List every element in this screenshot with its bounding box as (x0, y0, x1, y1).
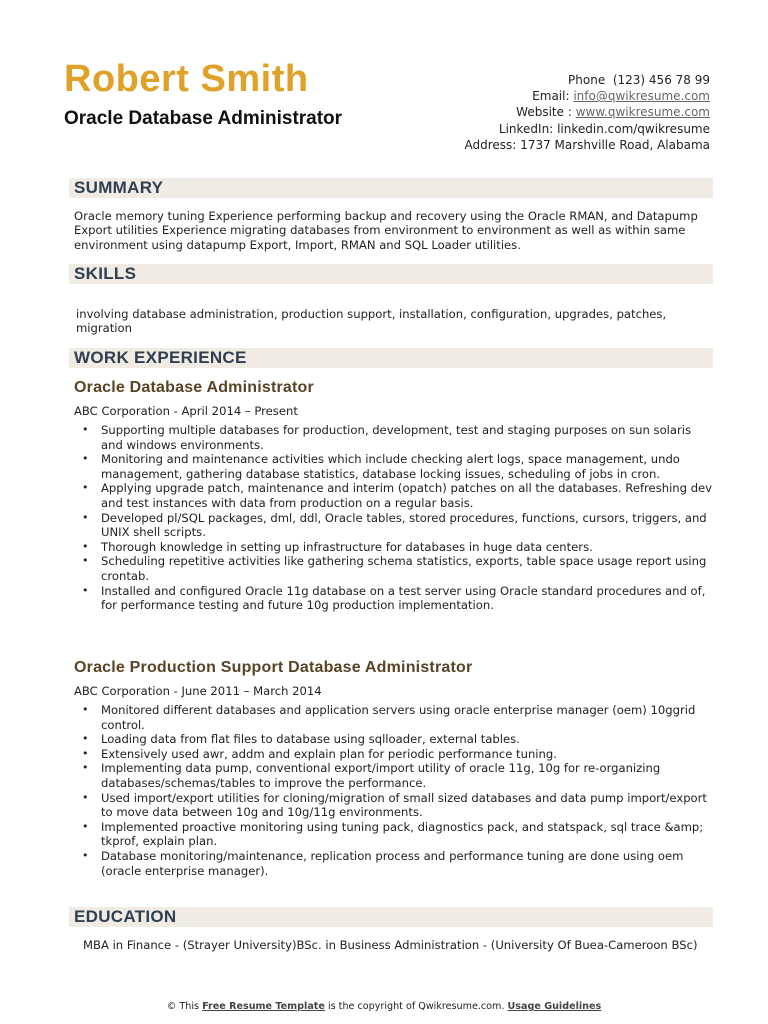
usage-guidelines-link[interactable]: Usage Guidelines (507, 1001, 602, 1012)
list-item (74, 481, 716, 510)
list-item (74, 703, 716, 732)
linkedin-value: linkedin.com/qwikresume (557, 121, 710, 136)
contact-block (465, 72, 710, 153)
list-item (74, 511, 716, 540)
bullet-text: Installed and configured Oracle 11g database on a test server using Oracle standard procedures and of, for performance testing and future 10g production implementation. (101, 583, 706, 613)
bullet-icon: • (82, 481, 89, 495)
bullet-text: Applying upgrade patch, maintenance and interim (opatch) patches on all the databases. Refreshing dev and test instances with data from production on a regular basis. (101, 481, 713, 510)
website-label: Website : (516, 105, 572, 120)
phone-label: Phone (568, 73, 606, 87)
job-meta: ABC Corporation - June 2011 – March 2014 (74, 684, 322, 698)
job-bullets (74, 423, 716, 613)
free-resume-template-link[interactable]: Free Resume Template (202, 1001, 325, 1012)
list-item (74, 849, 716, 878)
summary-text: Oracle memory tuning Experience performing backup and recovery using the Oracle RMAN, and Datapump Export utilities Experience migrating databases from environment to environment as well as within same environment using datapump Export, Import, RMAN and SQL Loader utilities. (74, 209, 698, 252)
list-item (74, 791, 716, 820)
address-label: Address: (464, 137, 517, 152)
bullet-icon: • (82, 819, 89, 833)
bullet-text: Supporting multiple databases for production, development, test and staging purposes on sun solaris and windows environments. (101, 423, 692, 452)
contact-website (465, 104, 710, 120)
list-item (74, 747, 716, 762)
list-item (74, 584, 716, 613)
job-title: Oracle Production Support Database Administrator (74, 659, 473, 676)
bullet-icon: • (82, 539, 89, 553)
contact-address (465, 137, 710, 153)
contact-linkedin (465, 121, 710, 137)
education-text: MBA in Finance - (Strayer University)BSc. in Business Administration - (University Of Buea-Cameroon BSc) (83, 938, 698, 952)
bullet-text: Database monitoring/maintenance, replication process and performance tuning are done using oem (oracle enterprise manager). (101, 848, 684, 878)
list-item (74, 732, 716, 747)
bullet-text: Extensively used awr, addm and explain plan for periodic performance tuning. (101, 746, 557, 761)
bullet-icon: • (82, 790, 89, 804)
job-bullets (74, 703, 716, 878)
contact-email (465, 88, 710, 104)
bullet-text: Thorough knowledge in setting up infrastructure for databases in huge data centers. (101, 539, 593, 554)
bullet-text: Used import/export utilities for cloning/migration of small sized databases and data pump import/export to move data between 10g and 10g/11g environments. (101, 790, 707, 820)
bullet-icon: • (82, 848, 89, 862)
bullet-icon: • (82, 703, 89, 716)
email-link[interactable]: info@qwikresume.com (573, 89, 710, 104)
list-item (74, 452, 716, 481)
bullet-icon: • (82, 583, 89, 597)
footer-middle: is the copyright of Qwikresume.com. (327, 1001, 505, 1012)
bullet-text: Implementing data pump, conventional export/import utility of oracle 11g, 10g for re-organizing databases/schemas/tables to improve the performance. (101, 761, 661, 790)
bullet-text: Loading data from flat files to database using sqlloader, external tables. (101, 732, 520, 747)
bullet-icon: • (82, 452, 89, 466)
bullet-icon: • (82, 510, 89, 524)
bullet-icon: • (82, 423, 89, 436)
list-item (74, 761, 716, 790)
bullet-icon: • (82, 761, 89, 775)
bullet-text: Implemented proactive monitoring using tuning pack, diagnostics pack, and statspack, sql trace &amp; tkprof, explain plan. (101, 819, 704, 849)
summary-heading: SUMMARY (69, 178, 713, 198)
bullet-text: Scheduling repetitive activities like gathering schema statistics, exports, table space usage report using crontab. (101, 554, 707, 583)
copyright-footer (0, 1001, 768, 1012)
bullet-icon: • (82, 746, 89, 760)
job-title: Oracle Database Administrator (74, 379, 314, 396)
email-label: Email: (532, 89, 570, 104)
bullet-icon: • (82, 732, 89, 746)
education-heading: EDUCATION (69, 907, 713, 927)
bullet-text: Monitored different databases and application servers using oracle enterprise manager (oem) 10ggrid control. (101, 703, 696, 732)
candidate-name: Robert Smith (64, 58, 309, 100)
job-meta: ABC Corporation - April 2014 – Present (74, 404, 298, 418)
website-link[interactable]: www.qwikresume.com (575, 105, 710, 120)
list-item (74, 423, 716, 452)
work-experience-heading: WORK EXPERIENCE (69, 348, 713, 368)
linkedin-label: LinkedIn: (498, 121, 554, 136)
list-item (74, 820, 716, 849)
contact-phone (465, 72, 710, 88)
bullet-icon: • (82, 554, 89, 568)
phone-value: (123) 456 78 99 (612, 73, 710, 87)
footer-prefix: © This (166, 1001, 200, 1012)
list-item (74, 540, 716, 555)
address-value: 1737 Marshville Road, Alabama (520, 137, 710, 152)
bullet-text: Developed pl/SQL packages, dml, ddl, Oracle tables, stored procedures, functions, cursors, triggers, and UNIX shell scripts. (101, 510, 707, 540)
skills-heading: SKILLS (69, 264, 713, 284)
skills-text: involving database administration, production support, installation, configuration, upgrades, patches, migration (76, 307, 667, 336)
bullet-text: Monitoring and maintenance activities which include checking alert logs, space management, undo management, gathering database statistics, database locking issues, scheduling of jobs in cron. (101, 452, 680, 481)
list-item (74, 554, 716, 583)
candidate-title: Oracle Database Administrator (64, 108, 343, 129)
